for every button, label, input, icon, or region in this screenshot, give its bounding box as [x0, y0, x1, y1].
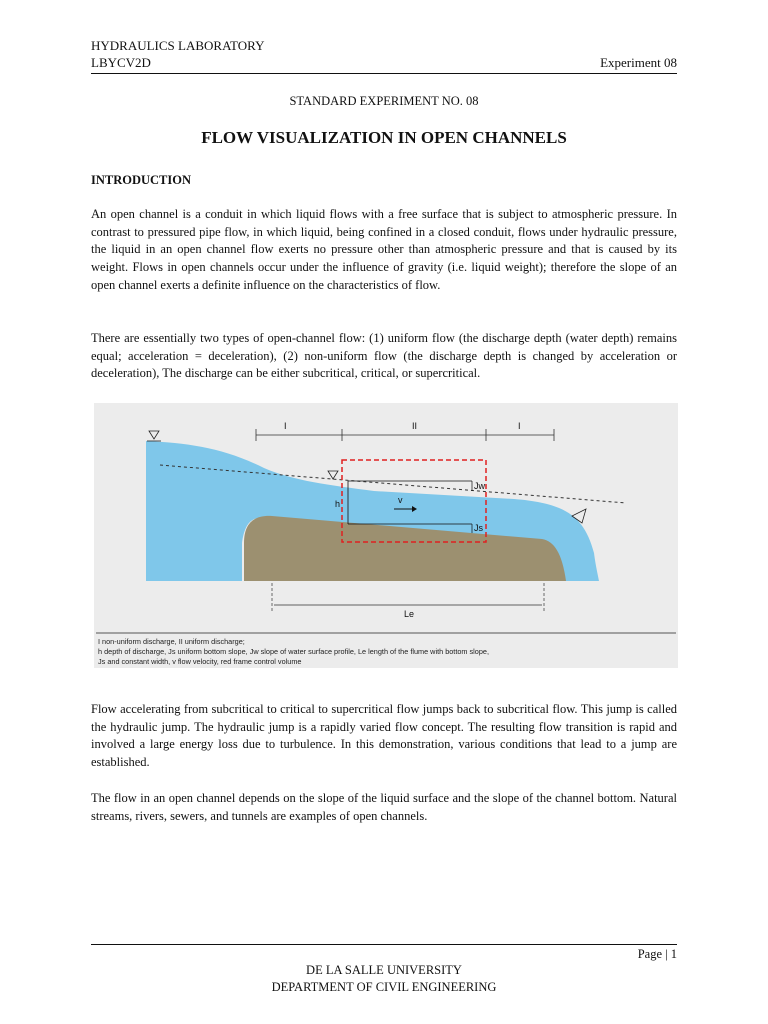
university-name: DE LA SALLE UNIVERSITY — [306, 963, 462, 977]
paragraph-hydraulic-jump: Flow accelerating from subcritical to critical to supercritical flow jumps back to subcritical flow. This jump is called the hydraulic jump. The hydraulic jump is a rapidly varied flow concept. The resulting flow transition is rapid and involved a large energy loss due to turbulence. In this demonstration, various conditions that lead to a jump are established. — [91, 702, 677, 770]
footer-rule — [91, 944, 677, 945]
page-title: FLOW VISUALIZATION IN OPEN CHANNELS — [201, 128, 567, 147]
lab-name: HYDRAULICS LABORATORY — [91, 38, 265, 53]
region-label-3: I — [518, 421, 521, 431]
caption-line-1: I non-uniform discharge, II uniform discharge; — [98, 637, 245, 646]
region-label-1: I — [284, 421, 287, 431]
jw-label: Jw — [474, 481, 485, 491]
header-rule — [91, 73, 677, 74]
page-number: Page | 1 — [637, 947, 677, 961]
js-label: Js — [474, 523, 483, 533]
depth-label: h — [335, 499, 341, 509]
le-label: Le — [404, 609, 415, 619]
standard-label: STANDARD EXPERIMENT NO. 08 — [289, 94, 479, 108]
caption-line-3: Js and constant width, v flow velocity, red frame control volume — [98, 657, 302, 666]
water-level-symbol-left — [149, 431, 159, 439]
department-name: DEPARTMENT OF CIVIL ENGINEERING — [271, 980, 497, 994]
course-code: LBYCV2D — [91, 55, 151, 70]
caption-line-2: h depth of discharge, Js uniform bottom slope, Jw slope of water surface profile, Le length of the flume with bottom slope, — [98, 647, 489, 656]
paragraph-flow-types: There are essentially two types of open-channel flow: (1) uniform flow (the discharge depth (water depth) remains equal; acceleration = deceleration), (2) non-uniform flow (the discharge depth is changed by acceleration or deceleration), The discharge can be either subcritical, critical, or supercritical. — [91, 331, 677, 381]
paragraph-intro: An open channel is a conduit in which liquid flows with a free surface that is subject to atmospheric pressure. In contrast to pressured pipe flow, in which liquid, being confined in a closed conduit, flows under hydraulic pressure, the liquid in an open channel flow exerts no pressure other than atmospheric pressure and that is caused by its weight. Flows in open channels occur under the influence of gravity (i.e. liquid weight); therefore the slope of an open channel exerts a definite influence on the characteristics of flow. — [91, 207, 677, 292]
region-label-2: II — [412, 421, 418, 431]
open-channel-figure — [94, 403, 678, 668]
experiment-label: Experiment 08 — [600, 55, 677, 70]
water-level-symbol-mid — [328, 471, 338, 479]
velocity-label: v — [398, 495, 403, 505]
open-channel-diagram — [94, 403, 678, 668]
paragraph-slope: The flow in an open channel depends on the slope of the liquid surface and the slope of the channel bottom. Natural streams, rivers, sewers, and tunnels are examples of open channels. — [91, 791, 677, 823]
section-heading: INTRODUCTION — [91, 173, 192, 187]
